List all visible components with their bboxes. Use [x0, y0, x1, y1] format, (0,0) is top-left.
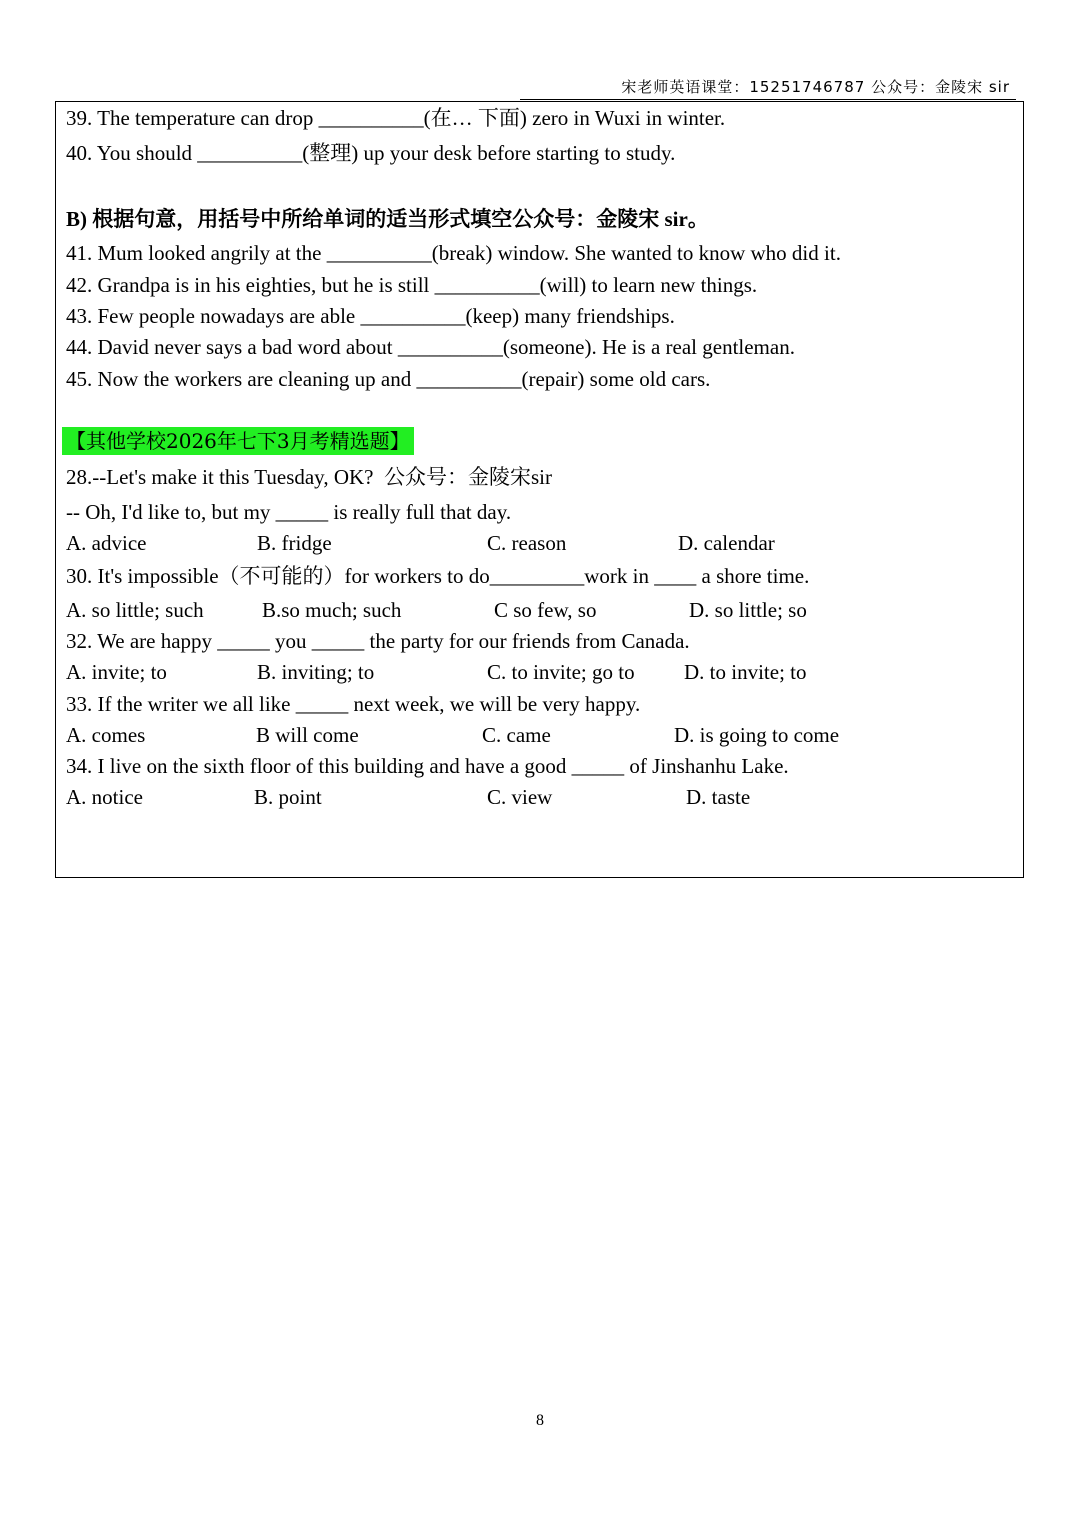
option-c: C. to invite; go to [487, 660, 635, 684]
option-c: C. came [482, 723, 551, 747]
question-34-stem: 34. I live on the sixth floor of this building and have a good _____ of Jinshanhu Lake. [66, 754, 789, 778]
option-a: A. advice [66, 531, 147, 555]
question-44: 44. David never says a bad word about __________(someone). He is a real gentleman. [66, 335, 795, 359]
option-c: C. reason [487, 531, 567, 555]
option-a: A. invite; to [66, 660, 167, 684]
option-d: D. to invite; to [684, 660, 807, 684]
page-header: 宋老师英语课堂：15251746787 公众号：金陵宋 sir [520, 76, 1016, 100]
option-b: B will come [256, 723, 359, 747]
page-number: 8 [536, 1412, 544, 1429]
option-c: C so few, so [494, 598, 597, 622]
question-28-stem2: -- Oh, I'd like to, but my _____ is really full that day. [66, 500, 512, 524]
option-b: B. point [254, 785, 322, 809]
question-32-stem: 32. We are happy _____ you _____ the party for our friends from Canada. [66, 629, 690, 653]
section-c-heading: 【其他学校2026年七下3月考精选题】 [62, 427, 414, 455]
question-43: 43. Few people nowadays are able __________(keep) many friendships. [66, 304, 675, 328]
option-a: A. comes [66, 723, 146, 747]
exercise-box [55, 101, 1024, 878]
section-b-heading: B) 根据句意，用括号中所给单词的适当形式填空公众号：金陵宋 sir。 [66, 207, 709, 231]
question-40: 40. You should __________(整理) up your desk before starting to study. [66, 141, 676, 165]
question-45: 45. Now the workers are cleaning up and __________(repair) some old cars. [66, 367, 711, 391]
option-c: C. view [487, 785, 553, 809]
option-d: D. so little; so [689, 598, 807, 622]
question-42: 42. Grandpa is in his eighties, but he is still __________(will) to learn new things. [66, 273, 758, 297]
option-b: B. inviting; to [257, 660, 375, 684]
option-a: A. notice [66, 785, 143, 809]
option-a: A. so little; such [66, 598, 204, 622]
question-28-stem: 28.--Let's make it this Tuesday, OK? 公众号：金陵宋sir [66, 465, 552, 489]
question-41: 41. Mum looked angrily at the __________(break) window. She wanted to know who did it. [66, 241, 841, 265]
option-d: D. is going to come [674, 723, 840, 747]
option-d: D. taste [686, 785, 751, 809]
option-b: B.so much; such [262, 598, 402, 622]
option-d: D. calendar [678, 531, 775, 555]
question-39: 39. The temperature can drop __________(在… 下面) zero in Wuxi in winter. [66, 106, 726, 130]
option-b: B. fridge [257, 531, 332, 555]
question-30-stem: 30. It's impossible（不可能的）for workers to do_________work in ____ a shore time. [66, 564, 810, 588]
question-33-stem: 33. If the writer we all like _____ next week, we will be very happy. [66, 692, 641, 716]
